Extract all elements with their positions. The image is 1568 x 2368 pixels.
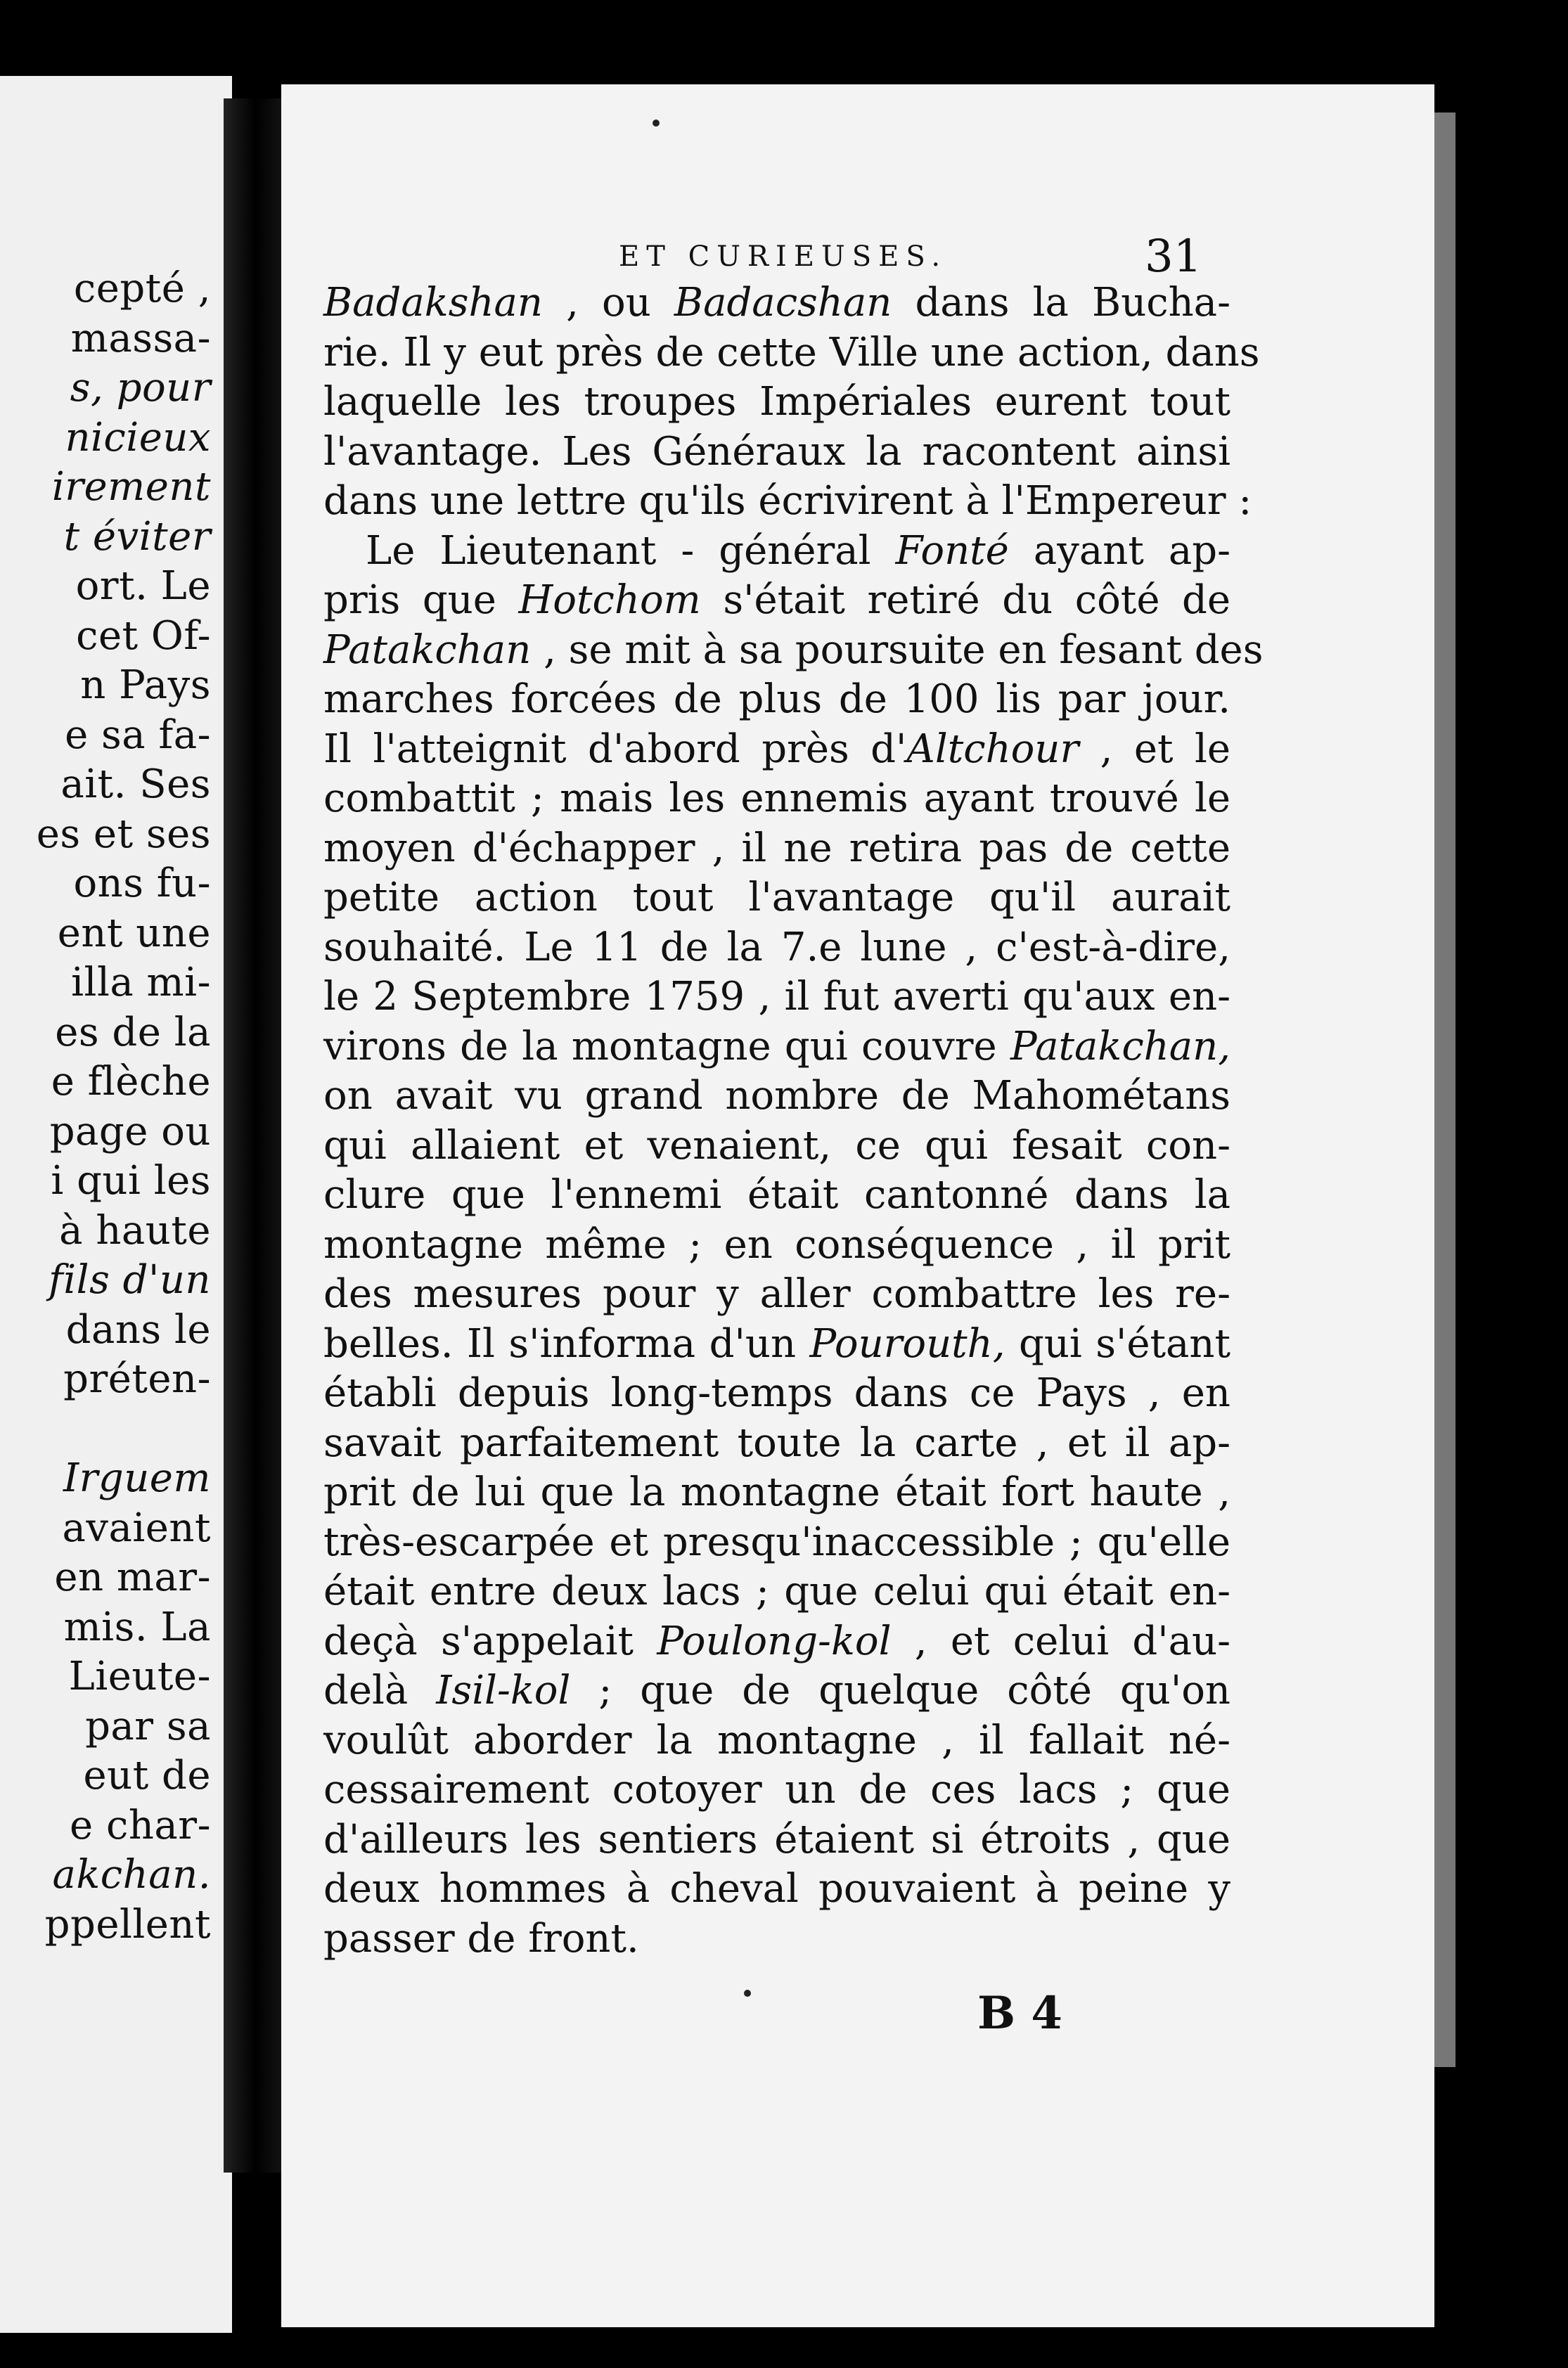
text-run: belles. Il s'informa d'un xyxy=(323,1320,810,1367)
text-run: moyen d'échapper , il ne retira pas de cette xyxy=(323,825,1230,871)
italic-text: Pourouth, xyxy=(809,1320,1005,1367)
text-line xyxy=(323,1865,1230,1915)
italic-text: Isil-kol xyxy=(436,1668,571,1713)
left-text-line: es de la xyxy=(55,1009,211,1055)
text-line xyxy=(323,328,1260,378)
text-run: des mesures pour y aller combattre les re- xyxy=(323,1271,1230,1317)
left-text-line: à haute xyxy=(59,1207,211,1254)
left-page-text xyxy=(0,264,211,1950)
text-run: rie. Il y eut près de cette Ville une action, dans xyxy=(323,329,1260,375)
left-text-line: illa mi- xyxy=(71,960,211,1005)
body-text xyxy=(323,278,1264,1964)
left-text-line: avaient xyxy=(62,1505,211,1551)
text-run: souhaité. Le 11 de la 7.e lune , c'est-à-dire, xyxy=(323,924,1230,970)
left-text-line: massa- xyxy=(70,315,211,361)
text-line xyxy=(323,1121,1230,1171)
text-run: prit de lui que la montagne était fort haute , xyxy=(323,1469,1230,1515)
ink-speck xyxy=(653,120,660,127)
italic-text: Altchour xyxy=(906,726,1079,772)
running-head: ET CURIEUSES. xyxy=(619,240,948,273)
left-text-line: t éviter xyxy=(63,513,211,560)
text-line xyxy=(323,1022,1230,1072)
text-run: voulût aborder la montagne , il fallait né- xyxy=(323,1717,1230,1763)
text-line xyxy=(323,576,1230,626)
left-text-line: ons fu- xyxy=(73,861,211,906)
text-run: très-escarpée et presqu'inaccessible ; qu'elle xyxy=(323,1519,1230,1565)
text-run: s'était retiré du côté de xyxy=(700,577,1231,623)
left-text-line: ppellent xyxy=(44,1901,211,1948)
text-line xyxy=(323,774,1230,824)
text-run: , et le xyxy=(1079,726,1230,772)
text-run: , et celui d'au- xyxy=(891,1618,1230,1664)
text-run: qui s'étant xyxy=(1005,1320,1230,1367)
text-line xyxy=(323,477,1252,527)
text-line xyxy=(323,725,1230,775)
left-text-line xyxy=(0,1405,211,1455)
text-run: , se mit à sa poursuite en fesant des xyxy=(531,626,1264,673)
left-text-line: préten- xyxy=(63,1356,211,1402)
left-text-line: ait. Ses xyxy=(60,761,211,807)
text-run: petite action tout l'avantage qu'il aurait xyxy=(323,875,1230,920)
text-run: l'avantage. Les Généraux la racontent ainsi xyxy=(323,428,1230,475)
text-run: cessairement cotoyer un de ces lacs ; que xyxy=(323,1767,1230,1813)
ink-speck xyxy=(744,1990,751,1997)
text-run: delà xyxy=(323,1668,437,1713)
text-line xyxy=(323,278,1230,328)
text-run: laquelle les troupes Impériales eurent tout xyxy=(323,379,1230,425)
text-run: le 2 Septembre 1759 , il fut averti qu'aux en- xyxy=(323,974,1230,1019)
left-text-line: e char- xyxy=(70,1802,211,1848)
left-text-line: e sa fa- xyxy=(65,712,211,758)
text-run: ; que de quelque côté qu'on xyxy=(570,1668,1231,1713)
text-run: deux hommes à cheval pouvaient à peine y xyxy=(323,1866,1230,1912)
left-text-line: par sa xyxy=(85,1703,211,1749)
italic-text: Patakchan, xyxy=(1010,1023,1230,1069)
text-line xyxy=(323,824,1230,874)
text-run: dans la Bucha- xyxy=(892,280,1230,326)
text-line xyxy=(323,675,1230,725)
left-text-line: n Pays xyxy=(80,662,211,708)
text-line xyxy=(323,972,1230,1022)
text-line xyxy=(323,427,1230,477)
text-line xyxy=(323,1072,1230,1121)
text-line xyxy=(323,1765,1230,1815)
text-line xyxy=(323,1915,1230,1964)
italic-text: Badakshan xyxy=(323,280,543,326)
text-run: était entre deux lacs ; que celui qui était en- xyxy=(323,1569,1230,1614)
left-text-line: eut de xyxy=(83,1753,211,1798)
text-line xyxy=(323,1716,1230,1766)
text-line xyxy=(323,1617,1230,1667)
left-text-line: Irguem xyxy=(63,1455,211,1501)
text-run: montagne même ; en conséquence , il prit xyxy=(323,1221,1230,1268)
left-text-line: es et ses xyxy=(36,811,211,857)
left-text-line: page ou xyxy=(49,1108,211,1154)
text-run: dans une lettre qu'ils écrivirent à l'Empereur : xyxy=(323,478,1252,524)
text-run: Il l'atteignit d'abord près d' xyxy=(323,726,907,772)
text-line xyxy=(323,527,1230,577)
text-line xyxy=(323,1419,1230,1469)
text-run: clure que l'ennemi était cantonné dans la xyxy=(323,1172,1230,1218)
italic-text: Hotchom xyxy=(518,577,701,623)
left-text-line: fils d'un xyxy=(49,1257,211,1303)
text-run: pris que xyxy=(323,577,519,623)
text-line xyxy=(323,873,1230,923)
left-text-line: s, pour xyxy=(70,365,211,411)
text-line xyxy=(323,923,1230,973)
text-line xyxy=(323,1369,1230,1419)
text-line xyxy=(323,1815,1230,1865)
signature-mark: B 4 xyxy=(977,1987,1062,2040)
left-text-line: i qui les xyxy=(51,1158,211,1204)
text-line xyxy=(323,1171,1230,1221)
text-run: , ou xyxy=(542,280,674,326)
text-run: deçà s'appelait xyxy=(323,1618,657,1664)
left-text-line: e flèche xyxy=(51,1059,211,1105)
left-text-line: dans le xyxy=(65,1306,211,1353)
left-text-line: nicieux xyxy=(65,414,211,461)
italic-text: Patakchan xyxy=(323,626,532,673)
text-run: virons de la montagne qui couvre xyxy=(323,1023,1010,1069)
text-line xyxy=(323,1270,1230,1320)
text-line xyxy=(323,378,1230,427)
text-line xyxy=(323,626,1264,676)
text-run: ayant ap- xyxy=(1008,527,1230,574)
left-text-line: ort. Le xyxy=(75,563,211,609)
text-run: combattit ; mais les ennemis ayant trouvé le xyxy=(323,776,1230,821)
text-run: établi depuis long-temps dans ce Pays , en xyxy=(323,1370,1230,1416)
text-line xyxy=(323,1518,1230,1568)
left-text-line: cet Of- xyxy=(76,612,211,659)
italic-text: Badacshan xyxy=(674,280,892,326)
text-run: savait parfaitement toute la carte , et il ap- xyxy=(323,1420,1230,1466)
left-text-line: ent une xyxy=(57,910,211,956)
text-run: Le Lieutenant - général xyxy=(366,527,896,574)
text-line xyxy=(323,1320,1230,1370)
left-text-line: mis. La xyxy=(63,1604,211,1650)
text-line xyxy=(323,1666,1230,1716)
page-number: 31 xyxy=(1145,231,1202,283)
text-run: qui allaient et venaient, ce qui fesait con- xyxy=(323,1122,1230,1169)
text-line xyxy=(323,1468,1230,1518)
left-page-fragment xyxy=(0,76,232,2333)
italic-text: Poulong-kol xyxy=(657,1618,892,1664)
left-text-line: en mar- xyxy=(54,1555,211,1600)
text-line xyxy=(323,1221,1230,1270)
text-run: on avait vu grand nombre de Mahométans xyxy=(323,1073,1230,1119)
left-text-line: cepté , xyxy=(73,266,211,311)
page-edge xyxy=(1434,112,1455,2067)
text-run: marches forcées de plus de 100 lis par jour. xyxy=(323,676,1230,722)
left-text-line: irement xyxy=(51,464,211,510)
text-line xyxy=(323,1567,1230,1617)
left-text-line: Lieute- xyxy=(68,1654,211,1699)
left-text-line: akchan. xyxy=(52,1852,211,1898)
text-run: passer de front. xyxy=(323,1915,639,1962)
italic-text: Fonté xyxy=(895,527,1009,574)
text-run: d'ailleurs les sentiers étaient si étroits , que xyxy=(323,1816,1230,1862)
